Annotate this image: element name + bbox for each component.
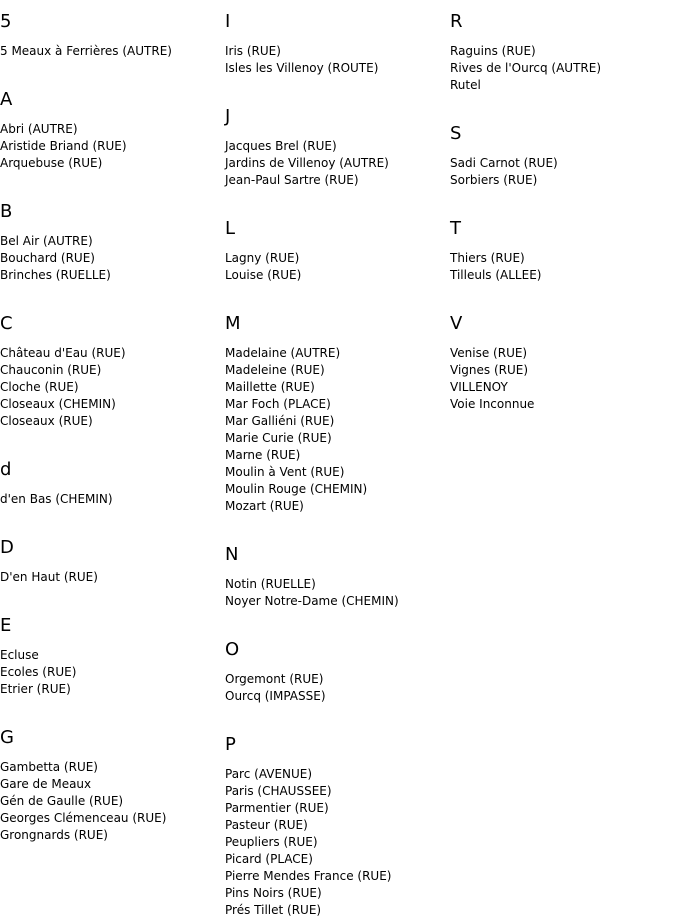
street-item: Grongnards (RUE) xyxy=(0,828,108,842)
section-spacer xyxy=(0,172,225,190)
street-item: Notin (RUELLE) xyxy=(225,577,316,591)
street-item: Paris (CHAUSSEE) xyxy=(225,784,332,798)
street-item: Gare de Meaux xyxy=(0,777,92,791)
street-item: Mozart (RUE) xyxy=(225,499,304,513)
street-list xyxy=(0,759,225,844)
street-list xyxy=(0,569,225,586)
street-item: Tilleuls (ALLEE) xyxy=(450,268,542,282)
street-list xyxy=(450,155,675,189)
letter-heading: S xyxy=(450,123,462,144)
section-spacer xyxy=(450,189,675,207)
section-spacer xyxy=(225,284,450,302)
letter-section xyxy=(0,538,225,586)
section-spacer xyxy=(0,284,225,302)
street-item: Venise (RUE) xyxy=(450,346,528,360)
street-item: Ourcq (IMPASSE) xyxy=(225,689,326,703)
street-item: Noyer Notre-Dame (CHEMIN) xyxy=(225,594,399,608)
street-item: Prés Tillet (RUE) xyxy=(225,903,322,917)
letter-heading: N xyxy=(225,544,239,565)
letter-section xyxy=(0,616,225,698)
street-item: Pasteur (RUE) xyxy=(225,818,308,832)
street-item: D'en Haut (RUE) xyxy=(0,570,98,584)
letter-heading: P xyxy=(225,734,236,755)
street-item: Vignes (RUE) xyxy=(450,363,529,377)
letter-section xyxy=(225,12,450,77)
street-item: Jean-Paul Sartre (RUE) xyxy=(225,173,359,187)
letter-heading: 5 xyxy=(0,11,12,32)
street-item: Mar Foch (PLACE) xyxy=(225,397,331,411)
street-item: Rutel xyxy=(450,78,481,92)
street-item: Pins Noirs (RUE) xyxy=(225,886,322,900)
letter-section xyxy=(225,314,450,515)
street-item: Moulin à Vent (RUE) xyxy=(225,465,345,479)
section-spacer xyxy=(225,77,450,95)
street-item: Abri (AUTRE) xyxy=(0,122,78,136)
street-index-column-2 xyxy=(225,0,450,919)
letter-heading: I xyxy=(225,11,231,32)
street-list xyxy=(225,671,450,705)
letter-section xyxy=(0,90,225,172)
street-list xyxy=(225,138,450,189)
street-item: Gén de Gaulle (RUE) xyxy=(0,794,124,808)
street-item: Chauconin (RUE) xyxy=(0,363,102,377)
street-item: Picard (PLACE) xyxy=(225,852,313,866)
letter-heading: A xyxy=(0,89,13,110)
street-item: Etrier (RUE) xyxy=(0,682,71,696)
street-list xyxy=(225,250,450,284)
street-item: Isles les Villenoy (ROUTE) xyxy=(225,61,379,75)
street-item: Madeleine (RUE) xyxy=(225,363,325,377)
section-spacer xyxy=(0,60,225,78)
street-list xyxy=(450,250,675,284)
street-item: Madelaine (AUTRE) xyxy=(225,346,341,360)
street-item: Peupliers (RUE) xyxy=(225,835,318,849)
street-item: Rives de l'Ourcq (AUTRE) xyxy=(450,61,602,75)
street-item: Moulin Rouge (CHEMIN) xyxy=(225,482,368,496)
letter-section xyxy=(0,12,225,60)
street-item: Arquebuse (RUE) xyxy=(0,156,103,170)
street-item: Gambetta (RUE) xyxy=(0,760,98,774)
letter-heading: C xyxy=(0,313,13,334)
street-item: Iris (RUE) xyxy=(225,44,281,58)
street-item: Marie Curie (RUE) xyxy=(225,431,332,445)
street-list xyxy=(0,233,225,284)
section-spacer xyxy=(225,189,450,207)
street-item: Thiers (RUE) xyxy=(450,251,525,265)
section-spacer xyxy=(0,430,225,448)
street-item: Georges Clémenceau (RUE) xyxy=(0,811,167,825)
street-list xyxy=(450,43,675,94)
street-index-column-3 xyxy=(450,0,675,413)
letter-heading: O xyxy=(225,639,240,660)
street-item: Parc (AVENUE) xyxy=(225,767,313,781)
street-list xyxy=(0,491,225,508)
letter-section xyxy=(450,314,675,413)
section-spacer xyxy=(450,94,675,112)
street-item: d'en Bas (CHEMIN) xyxy=(0,492,113,506)
section-spacer xyxy=(0,508,225,526)
letter-section xyxy=(450,12,675,94)
street-list xyxy=(0,345,225,430)
street-item: Raguins (RUE) xyxy=(450,44,536,58)
letter-heading: D xyxy=(0,537,14,558)
street-item: Voie Inconnue xyxy=(450,397,535,411)
letter-heading: T xyxy=(450,218,461,239)
street-item: Sorbiers (RUE) xyxy=(450,173,538,187)
street-item: Closeaux (CHEMIN) xyxy=(0,397,116,411)
street-item: Brinches (RUELLE) xyxy=(0,268,111,282)
street-list xyxy=(225,766,450,919)
letter-section xyxy=(450,124,675,189)
section-spacer xyxy=(225,515,450,533)
street-list xyxy=(225,345,450,515)
street-item: Sadi Carnot (RUE) xyxy=(450,156,558,170)
section-spacer xyxy=(0,586,225,604)
section-spacer xyxy=(450,284,675,302)
street-list xyxy=(0,43,225,60)
street-item: Lagny (RUE) xyxy=(225,251,300,265)
letter-heading: G xyxy=(0,727,14,748)
street-list xyxy=(225,43,450,77)
street-item: Louise (RUE) xyxy=(225,268,302,282)
section-spacer xyxy=(225,610,450,628)
letter-section xyxy=(225,219,450,284)
letter-section xyxy=(0,202,225,284)
street-list xyxy=(450,345,675,413)
street-item: Aristide Briand (RUE) xyxy=(0,139,127,153)
letter-section xyxy=(0,728,225,844)
street-item: Pierre Mendes France (RUE) xyxy=(225,869,392,883)
street-item: Mar Galliéni (RUE) xyxy=(225,414,335,428)
street-item: Château d'Eau (RUE) xyxy=(0,346,126,360)
street-item: VILLENOY xyxy=(450,380,508,394)
street-item: Bouchard (RUE) xyxy=(0,251,95,265)
letter-section xyxy=(225,640,450,705)
street-list xyxy=(225,576,450,610)
street-item: Jardins de Villenoy (AUTRE) xyxy=(225,156,389,170)
street-item: Closeaux (RUE) xyxy=(0,414,93,428)
street-item: Ecoles (RUE) xyxy=(0,665,77,679)
letter-section xyxy=(225,735,450,919)
street-item: Bel Air (AUTRE) xyxy=(0,234,93,248)
street-item: Orgemont (RUE) xyxy=(225,672,324,686)
street-item: Cloche (RUE) xyxy=(0,380,79,394)
letter-section xyxy=(0,460,225,508)
street-item: Marne (RUE) xyxy=(225,448,301,462)
letter-section xyxy=(225,545,450,610)
street-item: Ecluse xyxy=(0,648,39,662)
letter-section xyxy=(225,107,450,189)
letter-heading: J xyxy=(225,106,231,127)
street-item: Jacques Brel (RUE) xyxy=(225,139,337,153)
street-item: 5 Meaux à Ferrières (AUTRE) xyxy=(0,44,172,58)
letter-heading: L xyxy=(225,218,236,239)
section-spacer xyxy=(225,705,450,723)
letter-heading: M xyxy=(225,313,241,334)
letter-heading: d xyxy=(0,459,12,480)
street-item: Parmentier (RUE) xyxy=(225,801,329,815)
letter-section xyxy=(450,219,675,284)
street-list xyxy=(0,647,225,698)
letter-heading: E xyxy=(0,615,12,636)
street-index-column-1 xyxy=(0,0,225,844)
letter-heading: V xyxy=(450,313,463,334)
street-list xyxy=(0,121,225,172)
letter-heading: R xyxy=(450,11,463,32)
letter-heading: B xyxy=(0,201,13,222)
section-spacer xyxy=(0,698,225,716)
letter-section xyxy=(0,314,225,430)
street-item: Maillette (RUE) xyxy=(225,380,315,394)
